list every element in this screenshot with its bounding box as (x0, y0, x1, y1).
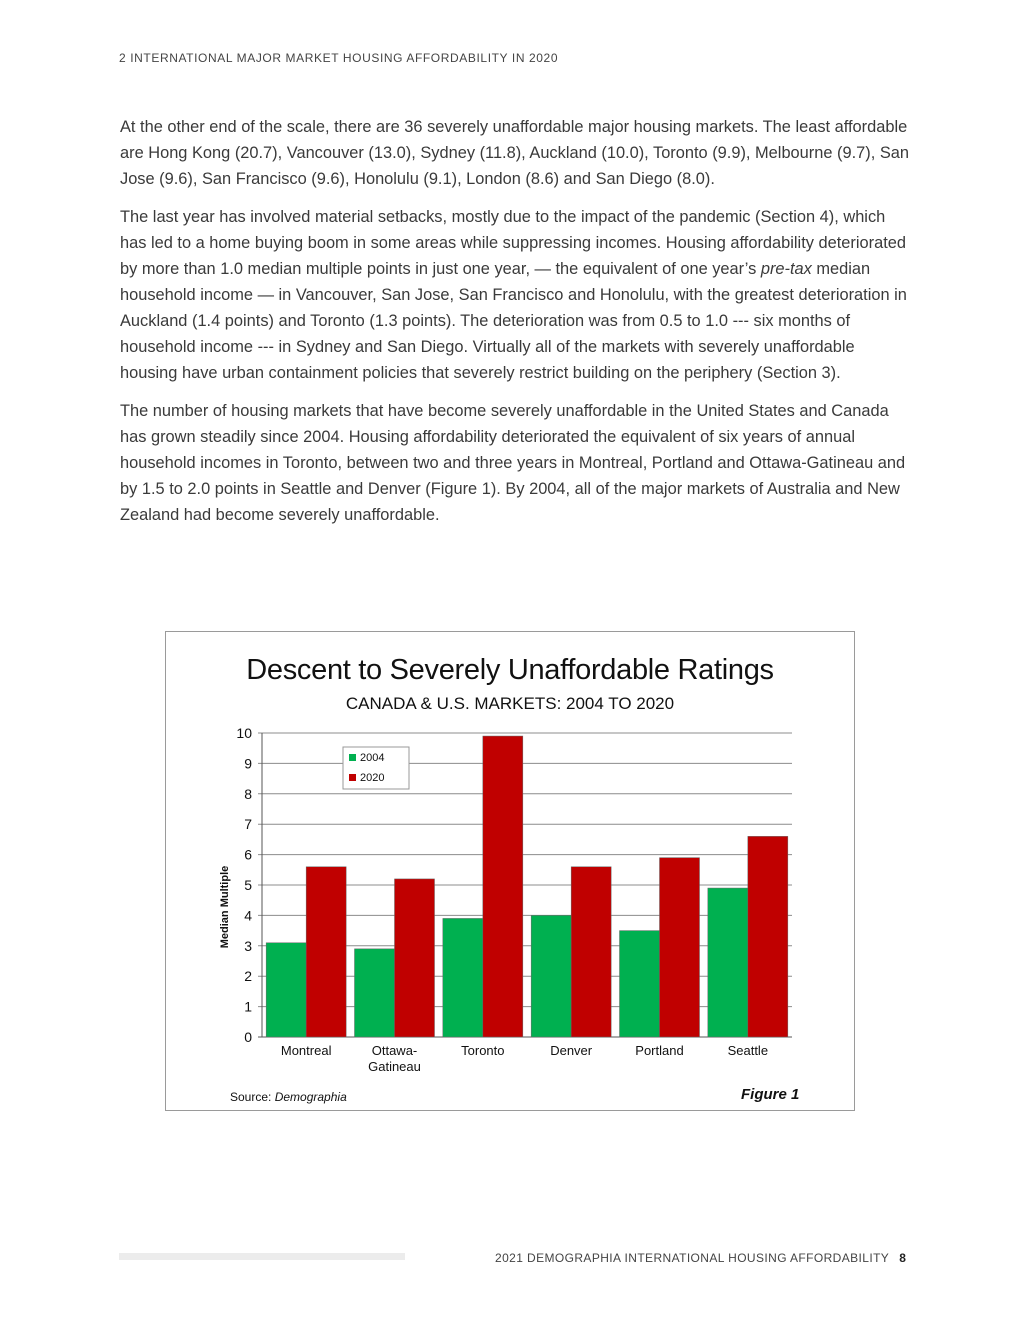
paragraph-text: The last year has involved material setbacks, mostly due to the impact of the pandemic (Section 4), which has led to a home buying boom in some areas while suppressing incomes. Housing affordability deteriorated by more than 1.0 median multiple points in just one year, — the equivalent of one year’s (120, 208, 906, 278)
bar-2004 (620, 931, 660, 1037)
y-tick-label: 3 (244, 937, 252, 954)
legend-label: 2020 (360, 772, 385, 784)
y-tick-label: 8 (244, 785, 252, 802)
paragraph-text: The number of housing markets that have become severely unaffordable in the United States and Canada has grown steadily since 2004. Housing affordability deteriorated the equivalent of six years of annual household incomes in Toronto, between two and three years in Montreal, Portland and Ottawa-Gatineau and by 1.5 to 2.0 points in Seattle and Denver (Figure 1). By 2004, all of the major markets of Australia and New Zealand had become severely unaffordable. (120, 402, 906, 524)
bar-2020 (748, 836, 788, 1037)
x-tick-label: Seattle (727, 1043, 769, 1058)
chart-subtitle: CANADA & U.S. MARKETS: 2004 TO 2020 (345, 694, 675, 713)
x-tick-label: Ottawa- (371, 1043, 418, 1058)
bar-2020 (483, 736, 523, 1037)
y-tick-label: 7 (244, 816, 252, 833)
bar-2020 (660, 858, 700, 1037)
legend-swatch-2020 (349, 774, 356, 781)
bar-2020 (571, 867, 611, 1037)
running-header: 2 INTERNATIONAL MAJOR MARKET HOUSING AFFORDABILITY IN 2020 (119, 51, 559, 65)
x-tick-label: Portland (635, 1043, 684, 1058)
figure-label: Figure 1 (741, 1086, 800, 1103)
paragraph (120, 114, 910, 192)
page-number: 8 (899, 1251, 907, 1265)
body-text (120, 114, 910, 540)
paragraph-text: pre-tax (760, 260, 812, 278)
bar-2020 (306, 867, 346, 1037)
y-tick-label: 9 (244, 755, 252, 772)
y-tick-label: 6 (244, 846, 252, 863)
x-tick-label: Gatineau (368, 1059, 421, 1074)
bar-2004 (708, 888, 748, 1037)
y-axis-title: Median Multiple (219, 865, 231, 949)
paragraph (120, 398, 910, 528)
paragraph (120, 204, 910, 386)
bar-2004 (443, 918, 483, 1037)
chart-title: Descent to Severely Unaffordable Ratings (246, 654, 774, 686)
footer (495, 1251, 906, 1265)
y-tick-label: 5 (244, 877, 252, 893)
x-tick-label: Toronto (461, 1043, 505, 1058)
y-tick-label: 0 (244, 1029, 252, 1045)
x-tick-label: Montreal (280, 1043, 332, 1058)
footer-rule (119, 1253, 405, 1260)
footer-title: 2021 DEMOGRAPHIA INTERNATIONAL HOUSING AFFORDABILITY (495, 1251, 890, 1265)
y-tick-label: 1 (244, 998, 252, 1015)
y-tick-label: 2 (244, 968, 252, 985)
bar-2004 (531, 915, 571, 1037)
y-tick-label: 10 (236, 725, 252, 741)
source-name: Demographia (274, 1090, 347, 1104)
source-prefix: Source: (230, 1090, 275, 1104)
figure-1 (165, 631, 855, 1111)
legend-label: 2004 (360, 752, 385, 764)
bar-2004 (266, 943, 306, 1037)
paragraph-text: At the other end of the scale, there are 36 severely unaffordable major housing markets. The least affordable are Hong Kong (20.7), Vancouver (13.0), Sydney (11.8), Auckland (10.0), Toronto (9.9), Melbourne (9.7), San Jose (9.6), San Francisco (9.6), Honolulu (9.1), London (8.6) and San Diego (8.0). (120, 118, 910, 188)
y-tick-label: 4 (244, 907, 252, 924)
bar-chart (166, 632, 854, 1110)
bar-2004 (355, 949, 395, 1037)
paragraph-text: median household income — in Vancouver, San Jose, San Francisco and Honolulu, with the greatest deterioration in Auckland (1.4 points) and Toronto (1.3 points). The deterioration was from 0.5 to 1.0 --- six months of household income --- in Sydney and San Diego. Virtually all of the markets with severely unaffordable housing have urban containment policies that severely restrict building on the periphery (Section 3). (120, 260, 907, 382)
legend-swatch-2004 (349, 754, 356, 761)
figure-source (230, 1090, 347, 1104)
bar-2020 (395, 879, 435, 1037)
x-tick-label: Denver (550, 1043, 593, 1058)
